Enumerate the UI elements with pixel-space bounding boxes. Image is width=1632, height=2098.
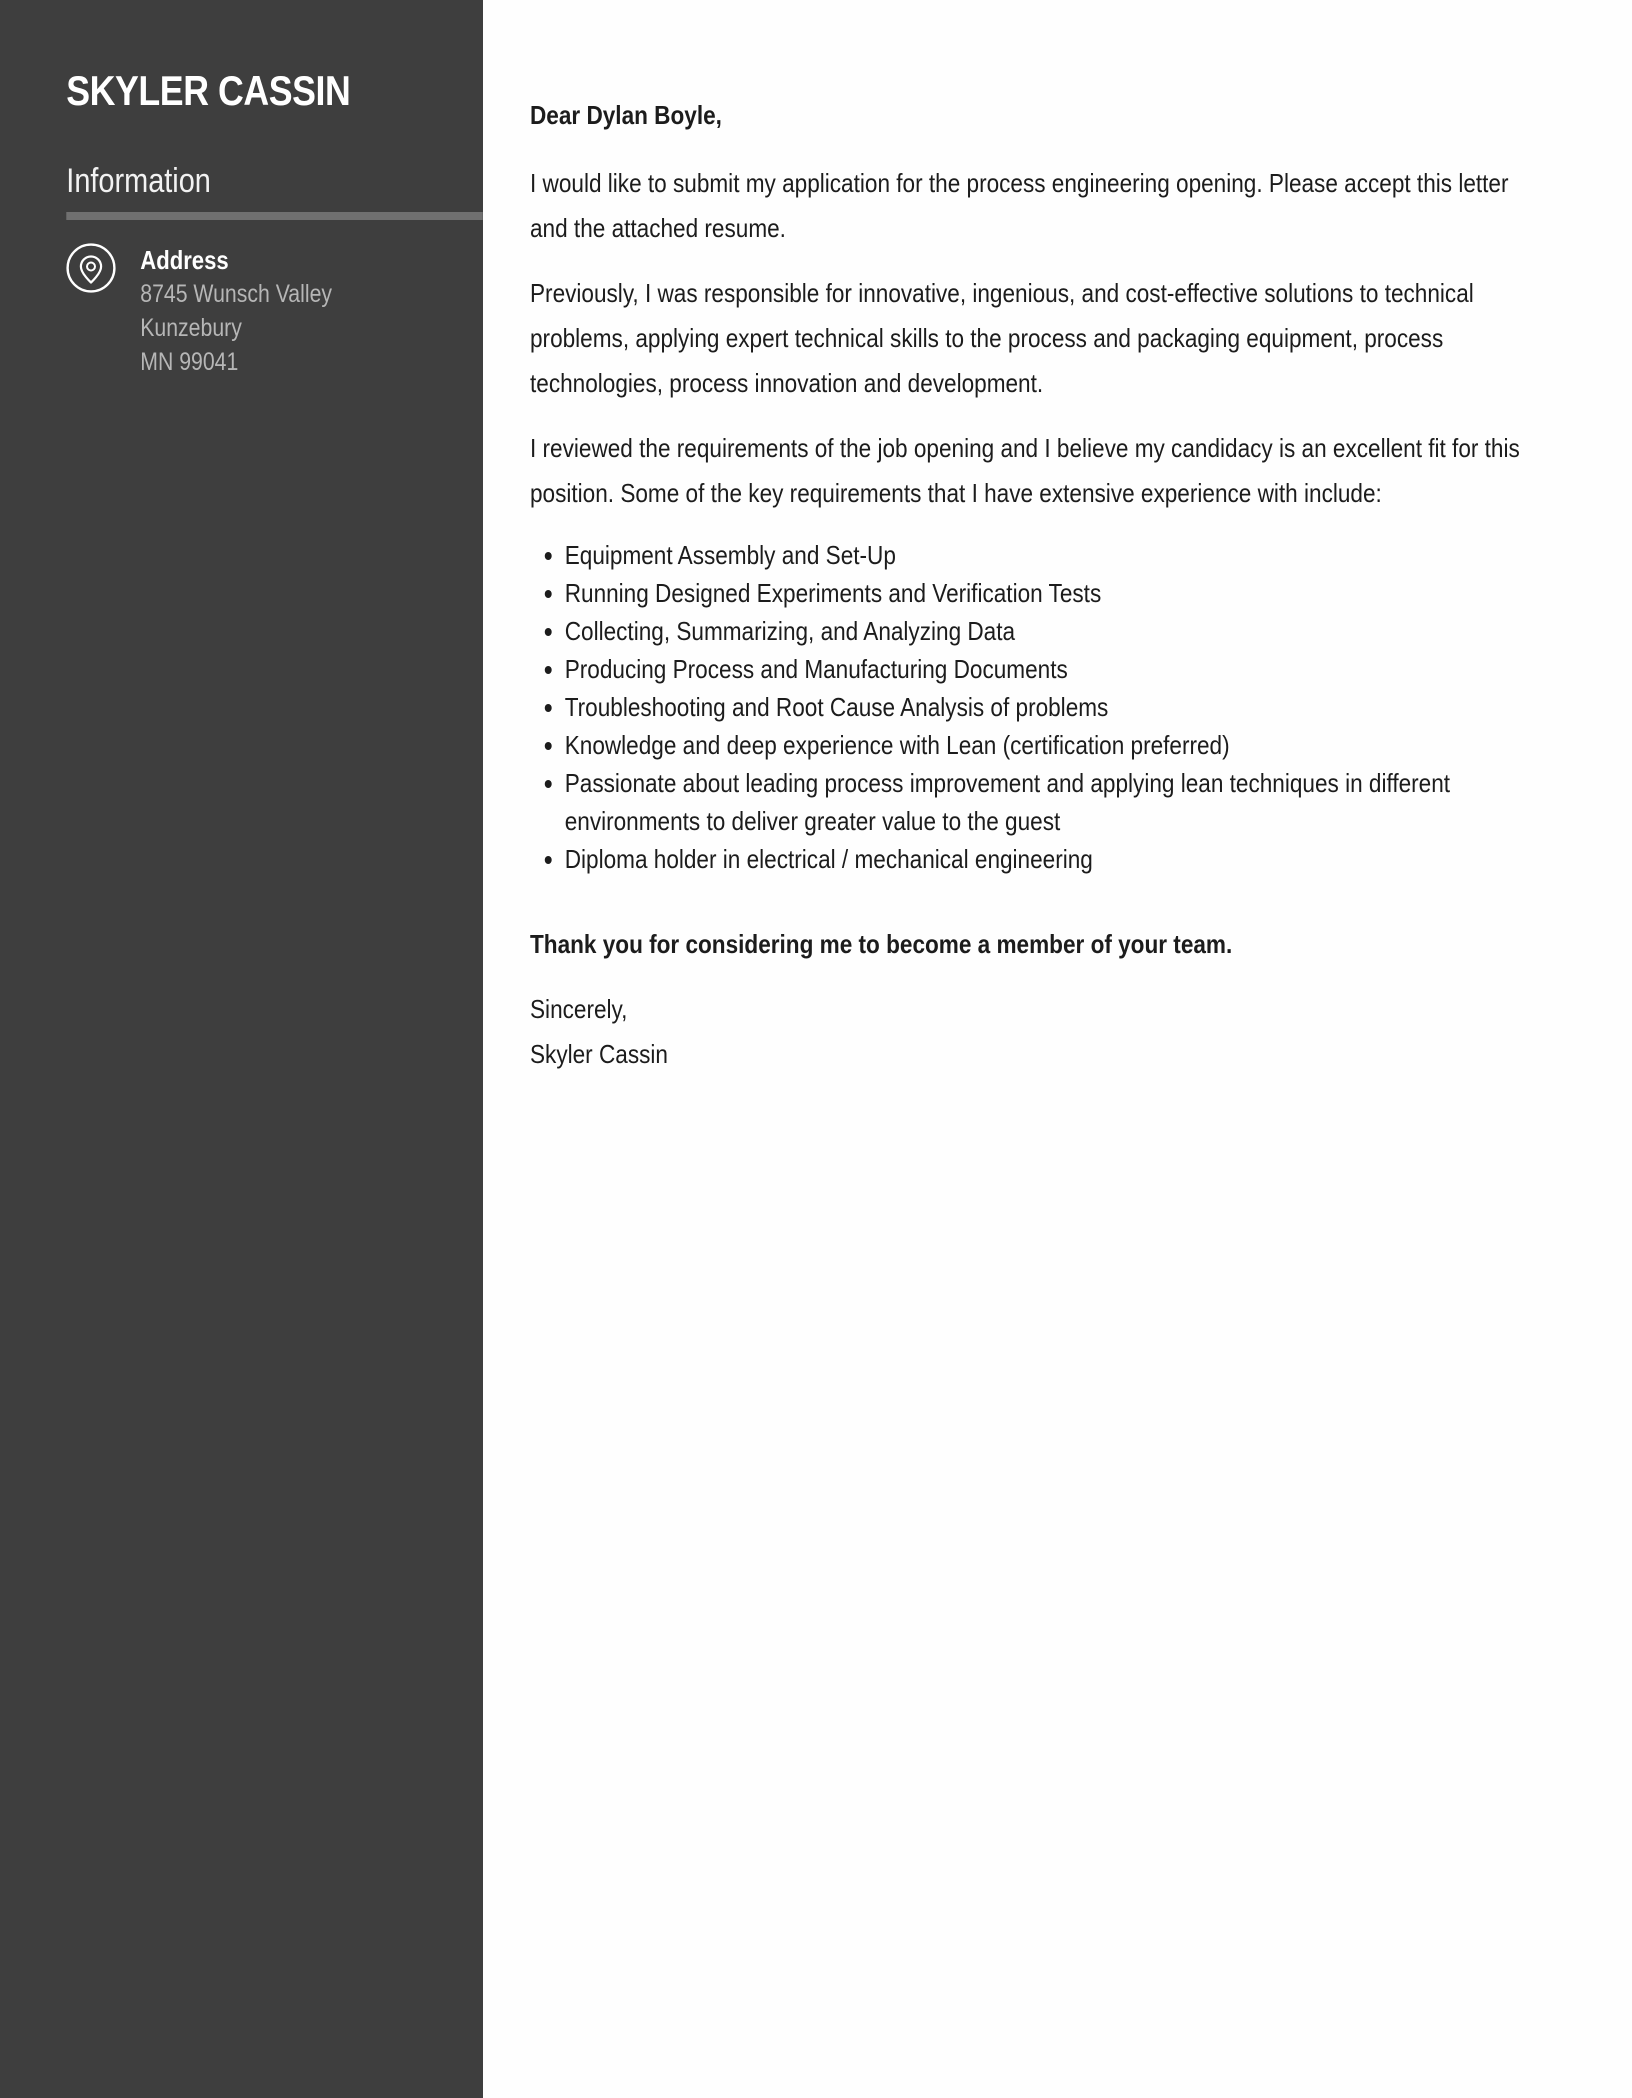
section-divider bbox=[66, 212, 483, 220]
signoff: Sincerely, bbox=[530, 994, 628, 1024]
address-label: Address bbox=[140, 245, 229, 275]
requirement-item: • Knowledge and deep experience with Lean (certification preferred) bbox=[565, 726, 1546, 764]
fit-paragraph: I reviewed the requirements of the job opening and I believe my candidacy is an excellent fit for this position. Some of the key requirements that I have extensive experience with include: bbox=[530, 433, 1520, 508]
location-pin-icon bbox=[66, 243, 116, 293]
requirement-item: • Diploma holder in electrical / mechanical engineering bbox=[565, 840, 1546, 878]
address-line-city: Kunzebury bbox=[140, 314, 242, 342]
signoff-block bbox=[530, 987, 1546, 1077]
signature-name: Skyler Cassin bbox=[530, 1039, 668, 1069]
address-line-street: 8745 Wunsch Valley bbox=[140, 280, 333, 308]
sidebar-content bbox=[0, 66, 483, 379]
requirement-item: • Running Designed Experiments and Verification Tests bbox=[565, 574, 1546, 612]
requirement-item: • Passionate about leading process improvement and applying lean techniques in different environments to deliver greater value to the guest bbox=[565, 764, 1546, 840]
information-section-title: Information bbox=[66, 162, 211, 200]
requirements-list bbox=[530, 536, 1546, 878]
experience-paragraph: Previously, I was responsible for innovative, ingenious, and cost-effective solutions to technical problems, applying expert technical skills to the process and packaging equipment, process technologies, process innovation and development. bbox=[530, 278, 1474, 398]
requirement-item: • Troubleshooting and Root Cause Analysis of problems bbox=[565, 688, 1546, 726]
address-block bbox=[140, 243, 483, 379]
intro-paragraph: I would like to submit my application for the process engineering opening. Please accept this letter and the attached resume. bbox=[530, 168, 1509, 243]
sidebar bbox=[0, 0, 483, 2098]
address-line-state-zip: MN 99041 bbox=[140, 348, 239, 376]
requirement-item: • Collecting, Summarizing, and Analyzing Data bbox=[565, 612, 1546, 650]
closing-thanks: Thank you for considering me to become a member of your team. bbox=[530, 929, 1233, 959]
requirement-item: • Producing Process and Manufacturing Documents bbox=[565, 650, 1546, 688]
candidate-name: SKYLER CASSIN bbox=[66, 67, 351, 114]
requirement-item: • Equipment Assembly and Set-Up bbox=[565, 536, 1546, 574]
letter-body bbox=[530, 0, 1546, 1077]
salutation: Dear Dylan Boyle, bbox=[530, 100, 722, 130]
